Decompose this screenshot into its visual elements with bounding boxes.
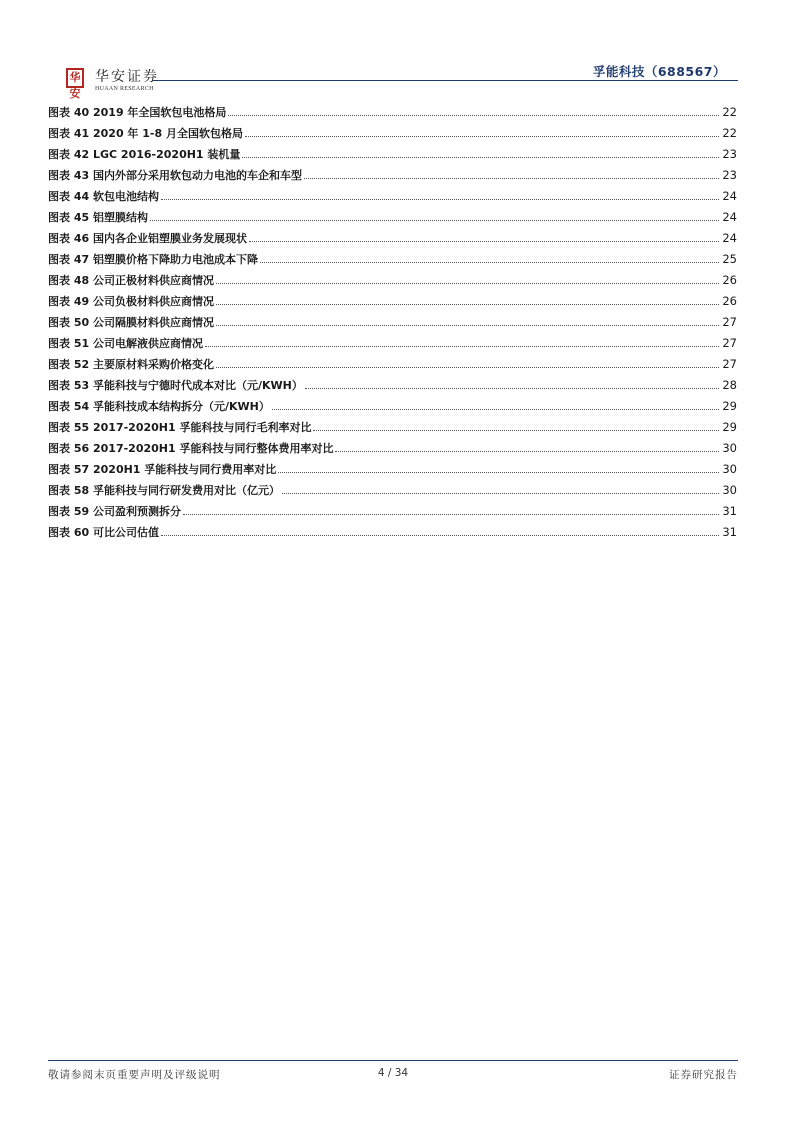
- page-footer: [48, 1060, 738, 1090]
- toc-entry-title: 软包电池结构: [92, 190, 159, 203]
- toc-entry-title: 孚能科技成本结构拆分（元/KWH）: [92, 400, 270, 413]
- toc-entry[interactable]: [48, 161, 737, 182]
- toc-entry-label: 图表 57: [48, 463, 90, 476]
- toc-leader-dots: [205, 345, 719, 347]
- toc-leader-dots: [313, 429, 719, 431]
- toc-entry[interactable]: [48, 371, 737, 392]
- toc-entry-label: 图表 56: [48, 442, 90, 455]
- toc-entry-page: 26: [722, 294, 737, 308]
- toc-entry-page: 23: [722, 147, 737, 161]
- toc-entry[interactable]: [48, 245, 737, 266]
- huaan-logo-icon: 华安: [66, 68, 84, 88]
- toc-entry[interactable]: [48, 287, 737, 308]
- toc-entry-title: 2019 年全国软包电池格局: [92, 106, 227, 119]
- toc-entry-title: 主要原材料采购价格变化: [92, 358, 214, 371]
- toc-leader-dots: [245, 135, 719, 137]
- toc-entry-label: 图表 54: [48, 400, 90, 413]
- toc-entry-title: 国内各企业铝塑膜业务发展现状: [92, 232, 247, 245]
- toc-leader-dots: [216, 282, 719, 284]
- toc-entry-page: 23: [722, 168, 737, 182]
- toc-entry-title: 2017-2020H1 孚能科技与同行整体费用率对比: [92, 442, 334, 455]
- toc-entry[interactable]: [48, 224, 737, 245]
- toc-entry-title: 铝塑膜价格下降助力电池成本下降: [92, 253, 258, 266]
- toc-leader-dots: [150, 219, 719, 221]
- toc-entry[interactable]: [48, 203, 737, 224]
- toc-entry-page: 31: [722, 525, 737, 539]
- toc-entry[interactable]: [48, 308, 737, 329]
- toc-entry-title: 公司盈利预测拆分: [92, 505, 181, 518]
- toc-entry-page: 22: [722, 126, 737, 140]
- toc-entry-page: 24: [722, 231, 737, 245]
- toc-entry[interactable]: [48, 350, 737, 371]
- toc-entry-label: 图表 50: [48, 316, 90, 329]
- toc-leader-dots: [304, 177, 719, 179]
- toc-entry-label: 图表 41: [48, 127, 90, 140]
- figure-list: [48, 98, 737, 539]
- toc-entry-page: 29: [722, 420, 737, 434]
- toc-entry-title: 2017-2020H1 孚能科技与同行毛利率对比: [92, 421, 312, 434]
- page-number: 4 / 34: [377, 1067, 409, 1079]
- toc-entry[interactable]: [48, 518, 737, 539]
- toc-entry[interactable]: [48, 266, 737, 287]
- toc-entry-page: 22: [722, 105, 737, 119]
- footer-divider: [48, 1060, 738, 1061]
- toc-leader-dots: [183, 513, 719, 515]
- toc-entry-label: 图表 51: [48, 337, 90, 350]
- toc-leader-dots: [161, 198, 719, 200]
- footer-disclaimer: 敬请参阅末页重要声明及评级说明: [48, 1069, 221, 1081]
- toc-entry[interactable]: [48, 98, 737, 119]
- toc-entry-label: 图表 43: [48, 169, 90, 182]
- toc-entry-page: 30: [722, 441, 737, 455]
- toc-entry[interactable]: [48, 182, 737, 203]
- toc-entry-title: 2020 年 1-8 月全国软包格局: [92, 127, 243, 140]
- toc-entry-title: 公司电解液供应商情况: [92, 337, 203, 350]
- toc-entry-title: 可比公司估值: [92, 526, 159, 539]
- toc-entry-label: 图表 47: [48, 253, 90, 266]
- toc-entry-page: 26: [722, 273, 737, 287]
- toc-entry[interactable]: [48, 329, 737, 350]
- toc-leader-dots: [161, 534, 719, 536]
- toc-entry-page: 24: [722, 189, 737, 203]
- footer-doc-type: 证券研究报告: [669, 1069, 738, 1081]
- toc-entry-label: 图表 55: [48, 421, 90, 434]
- toc-entry-title: 公司正极材料供应商情况: [92, 274, 214, 287]
- toc-entry-label: 图表 60: [48, 526, 90, 539]
- toc-entry-title: LGC 2016-2020H1 装机量: [92, 148, 241, 161]
- toc-entry-label: 图表 40: [48, 106, 90, 119]
- toc-entry[interactable]: [48, 140, 737, 161]
- toc-leader-dots: [305, 387, 719, 389]
- toc-leader-dots: [272, 408, 719, 410]
- toc-entry-label: 图表 52: [48, 358, 90, 371]
- header-divider: [153, 80, 738, 81]
- toc-entry-page: 30: [722, 462, 737, 476]
- toc-entry-page: 27: [722, 336, 737, 350]
- logo-english-name: HUAAN RESEARCH: [95, 86, 154, 92]
- toc-entry-title: 孚能科技与同行研发费用对比（亿元）: [92, 484, 280, 497]
- toc-entry-page: 25: [722, 252, 737, 266]
- toc-entry-page: 30: [722, 483, 737, 497]
- toc-leader-dots: [216, 324, 719, 326]
- toc-leader-dots: [228, 114, 719, 116]
- toc-entry-label: 图表 42: [48, 148, 90, 161]
- toc-entry-label: 图表 44: [48, 190, 90, 203]
- toc-entry-page: 24: [722, 210, 737, 224]
- toc-entry-title: 铝塑膜结构: [92, 211, 148, 224]
- toc-leader-dots: [242, 156, 719, 158]
- toc-entry-label: 图表 58: [48, 484, 90, 497]
- toc-entry-title: 公司隔膜材料供应商情况: [92, 316, 214, 329]
- toc-entry[interactable]: [48, 119, 737, 140]
- toc-leader-dots: [260, 261, 719, 263]
- toc-entry-label: 图表 49: [48, 295, 90, 308]
- toc-entry[interactable]: [48, 413, 737, 434]
- page-header: [48, 62, 738, 100]
- toc-entry[interactable]: [48, 455, 737, 476]
- toc-entry-title: 国内外部分采用软包动力电池的车企和车型: [92, 169, 302, 182]
- toc-entry-label: 图表 46: [48, 232, 90, 245]
- toc-entry-page: 28: [722, 378, 737, 392]
- toc-leader-dots: [216, 366, 719, 368]
- toc-entry-label: 图表 53: [48, 379, 90, 392]
- toc-entry-title: 孚能科技与宁德时代成本对比（元/KWH）: [92, 379, 303, 392]
- toc-entry[interactable]: [48, 497, 737, 518]
- toc-leader-dots: [249, 240, 719, 242]
- company-title: 孚能科技（688567）: [592, 64, 726, 79]
- toc-leader-dots: [282, 492, 719, 494]
- toc-entry-page: 29: [722, 399, 737, 413]
- logo-chinese-name: 华安证券: [95, 69, 159, 85]
- toc-entry-title: 公司负极材料供应商情况: [92, 295, 214, 308]
- toc-entry[interactable]: [48, 434, 737, 455]
- toc-entry-label: 图表 45: [48, 211, 90, 224]
- toc-entry-label: 图表 59: [48, 505, 90, 518]
- toc-entry-page: 27: [722, 315, 737, 329]
- toc-leader-dots: [335, 450, 719, 452]
- toc-leader-dots: [278, 471, 719, 473]
- toc-entry-page: 31: [722, 504, 737, 518]
- toc-entry-title: 2020H1 孚能科技与同行费用率对比: [92, 463, 277, 476]
- toc-entry[interactable]: [48, 476, 737, 497]
- toc-entry-label: 图表 48: [48, 274, 90, 287]
- toc-entry[interactable]: [48, 392, 737, 413]
- toc-entry-page: 27: [722, 357, 737, 371]
- toc-leader-dots: [216, 303, 719, 305]
